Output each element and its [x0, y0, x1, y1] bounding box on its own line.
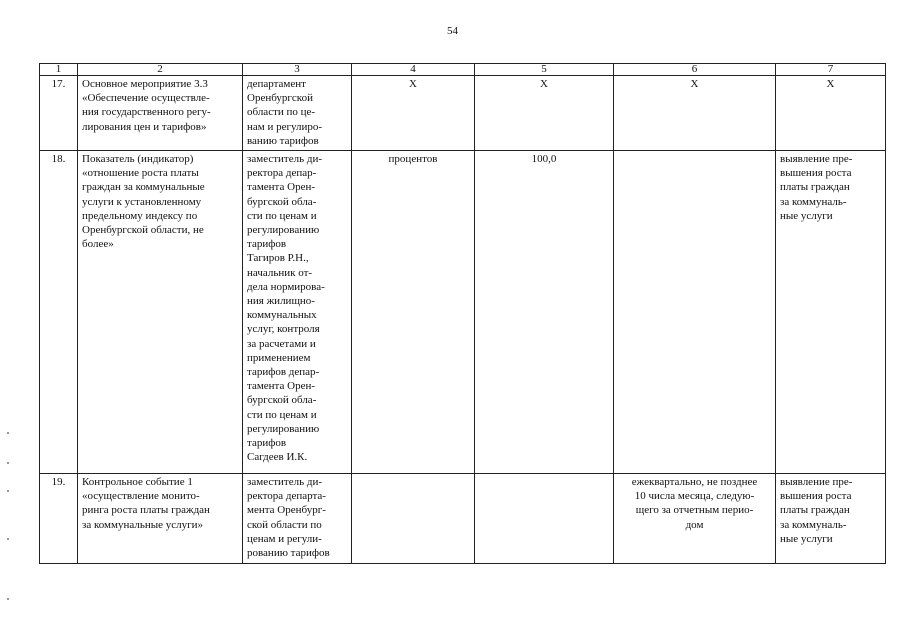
target-value: [475, 474, 614, 564]
deadline: [614, 151, 776, 474]
column-number-row: [40, 64, 886, 76]
responsible-executor: заместитель ди- ректора департа- мента Оренбург- ской области по ценам и регули- рованию тарифов: [243, 474, 352, 564]
column-number: 1: [40, 64, 78, 76]
activity-name: Основное мероприятие 3.3 «Обеспечение осуществле- ния государственного регу- лирования цен и тарифов»: [78, 76, 243, 151]
activity-name: Показатель (индикатор) «отношение роста платы граждан за коммунальные услуги к установленному предельному индексу по Оренбургской области, не более»: [78, 151, 243, 474]
responsible-executor: заместитель ди- ректора депар- тамента Орен- бургской обла- сти по ценам и регулированию тарифов Тагиров Р.Н., начальник от- дела нормирова- ния жилищно- коммунальных услуг, контроля за расчетами и применением тарифов депар- тамента Орен- бургской обла- сти по ценам и регулированию тарифов Сагдеев И.К.: [243, 151, 352, 474]
scan-mark: [7, 462, 9, 464]
scan-mark: [7, 490, 9, 492]
scan-mark: [7, 432, 9, 434]
activity-name: Контрольное событие 1 «осуществление монито- ринга роста платы граждан за коммунальные услуги»: [78, 474, 243, 564]
table-row: [40, 76, 886, 151]
plan-table: [39, 63, 886, 564]
column-number: 6: [614, 64, 776, 76]
unit: процентов: [352, 151, 475, 474]
column-number: 7: [776, 64, 886, 76]
row-number: 18.: [40, 151, 78, 474]
expected-result: Х: [776, 76, 886, 151]
column-number: 3: [243, 64, 352, 76]
row-number: 19.: [40, 474, 78, 564]
table-row: [40, 474, 886, 564]
page-number: 54: [447, 25, 458, 37]
responsible-executor: департамент Оренбургской области по це- нам и регулиро- ванию тарифов: [243, 76, 352, 151]
unit: [352, 474, 475, 564]
expected-result: выявление пре- вышения роста платы граждан за коммуналь- ные услуги: [776, 474, 886, 564]
target-value: 100,0: [475, 151, 614, 474]
target-value: Х: [475, 76, 614, 151]
scan-mark: [7, 598, 9, 600]
unit: Х: [352, 76, 475, 151]
deadline: Х: [614, 76, 776, 151]
deadline: ежеквартально, не позднее 10 числа месяца, следую- щего за отчетным перио- дом: [614, 474, 776, 564]
column-number: 4: [352, 64, 475, 76]
column-number: 5: [475, 64, 614, 76]
table-row: [40, 151, 886, 474]
row-number: 17.: [40, 76, 78, 151]
scan-mark: [7, 538, 9, 540]
expected-result: выявление пре- вышения роста платы граждан за коммуналь- ные услуги: [776, 151, 886, 474]
column-number: 2: [78, 64, 243, 76]
